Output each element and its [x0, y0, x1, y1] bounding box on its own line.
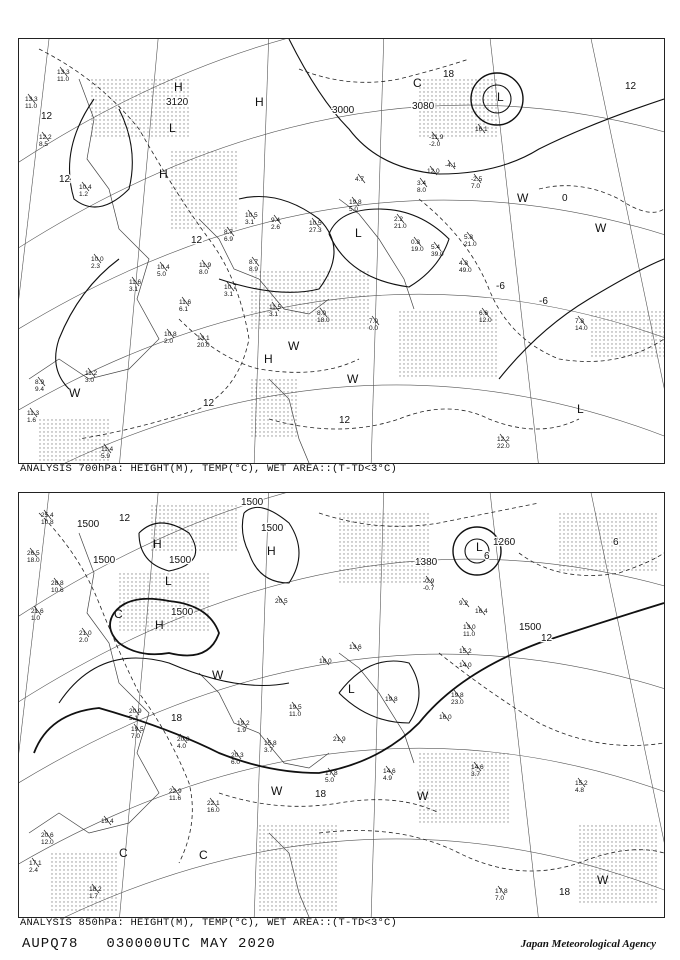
station-plot — [471, 174, 483, 190]
station-temperature: 20.6 — [41, 832, 54, 839]
station-dewpoint-depression: 3.0 — [85, 377, 95, 384]
station-dewpoint-depression: 18.0 — [317, 317, 330, 324]
station-plot — [429, 132, 444, 148]
station-plot — [224, 227, 234, 243]
station-dewpoint-depression: 6.0 — [231, 759, 241, 766]
station-dewpoint-depression: 3.7 — [471, 771, 481, 778]
pressure-symbol: H — [264, 352, 273, 366]
station-temperature: 19.8 — [349, 199, 362, 206]
station-plot — [27, 548, 40, 564]
station-plot — [417, 178, 427, 194]
station-temperature: 20.5 — [275, 598, 288, 605]
station-plot — [423, 576, 435, 592]
station-dewpoint-depression: 3.7 — [264, 747, 274, 754]
station-plot — [439, 712, 452, 721]
station-temperature: 16.0 — [439, 714, 452, 721]
station-temperature: 3.4 — [417, 180, 427, 187]
pressure-symbol: H — [267, 544, 276, 558]
station-plot — [275, 596, 288, 605]
station-temperature: 19.4 — [101, 818, 114, 825]
map-700hpa-canvas — [19, 39, 664, 463]
pressure-symbol: W — [288, 339, 300, 353]
station-temperature: -4.1 — [445, 162, 457, 169]
station-plot — [451, 690, 464, 706]
pressure-symbol: C — [119, 846, 128, 860]
station-temperature: 15.2 — [459, 648, 472, 655]
station-temperature: 20.8 — [177, 736, 190, 743]
station-temperature: 10.7 — [224, 284, 237, 291]
contour-label: 12 — [339, 415, 351, 426]
pressure-symbol: L — [476, 540, 483, 554]
station-plot — [27, 408, 40, 424]
contour-label: 1500 — [241, 497, 264, 508]
station-dewpoint-depression: 5.0 — [157, 271, 167, 278]
pressure-symbol: H — [153, 537, 162, 551]
station-temperature: 11.3 — [27, 410, 40, 417]
station-dewpoint-depression: 1.0 — [31, 615, 41, 622]
station-dewpoint-depression: -0.7 — [423, 585, 435, 592]
pressure-symbol: C — [199, 848, 208, 862]
station-plot — [41, 510, 54, 526]
station-plot — [179, 297, 192, 313]
station-temperature: 21.6 — [31, 608, 44, 615]
pressure-symbol: H — [155, 618, 164, 632]
map-panel-700hpa — [18, 38, 665, 464]
station-plot — [197, 333, 210, 349]
station-temperature: 9.2 — [459, 600, 469, 607]
station-plot — [79, 182, 92, 198]
contour-label: 12 — [625, 81, 637, 92]
station-temperature: 15.8 — [264, 740, 277, 747]
station-dewpoint-depression: 11.0 — [463, 631, 476, 638]
station-temperature: 10.5 — [245, 212, 258, 219]
station-dewpoint-depression: 1.7 — [89, 893, 99, 900]
pressure-symbol: L — [577, 402, 584, 416]
pressure-symbol: W — [69, 386, 81, 400]
station-temperature: 8.9 — [35, 379, 45, 386]
station-plot — [385, 694, 398, 703]
panel-caption-850hpa: ANALYSIS 850hPa: HEIGHT(M), TEMP(°C), WET AREA::(T-TD<3°C) — [20, 917, 398, 929]
contour-label: 6 — [484, 551, 490, 562]
contour-label: 1500 — [77, 519, 100, 530]
station-dewpoint-depression: 21.0 — [464, 241, 477, 248]
station-plot — [35, 377, 45, 393]
station-temperature: 13.3 — [25, 96, 38, 103]
station-dewpoint-depression: 1.9 — [237, 727, 247, 734]
station-plot — [101, 816, 114, 825]
station-temperature: 14.6 — [383, 768, 396, 775]
contour-label: 18 — [171, 713, 183, 724]
station-plot — [475, 606, 488, 615]
station-temperature: 22.9 — [169, 788, 182, 795]
pressure-symbol: W — [597, 873, 609, 887]
station-dewpoint-depression: 4.9 — [383, 775, 393, 782]
pressure-symbol: W — [271, 784, 283, 798]
station-plot — [91, 254, 104, 270]
station-dewpoint-depression: 7.0 — [131, 733, 141, 740]
station-dewpoint-depression: 20.0 — [197, 342, 210, 349]
pressure-symbol: L — [355, 226, 362, 240]
station-temperature: 11.9 — [199, 262, 212, 269]
contour-label: 18 — [559, 887, 571, 898]
contour-label: 12 — [203, 398, 215, 409]
station-dewpoint-depression: 23.0 — [451, 699, 464, 706]
station-dewpoint-depression: 8.9 — [249, 266, 259, 273]
station-temperature: 17.8 — [495, 888, 508, 895]
station-dewpoint-depression: 8.5 — [39, 141, 49, 148]
station-temperature: 13.1 — [197, 335, 210, 342]
station-dewpoint-depression: 5.0 — [325, 777, 335, 784]
station-temperature: 10.8 — [164, 331, 177, 338]
station-temperature: 10.5 — [309, 220, 322, 227]
station-dewpoint-depression: 19.0 — [411, 246, 424, 253]
station-temperature: 5.4 — [431, 244, 441, 251]
station-dewpoint-depression: 16.0 — [207, 807, 220, 814]
pressure-symbol: L — [348, 682, 355, 696]
station-dewpoint-depression: 11.0 — [289, 711, 302, 718]
station-plot — [463, 622, 476, 638]
contour-label: 1260 — [493, 537, 516, 548]
pressure-symbol: W — [212, 668, 224, 682]
station-plot — [309, 218, 322, 234]
station-temperature: 26.5 — [27, 550, 40, 557]
station-temperature: 16.4 — [475, 608, 488, 615]
pressure-symbol: W — [595, 221, 607, 235]
station-temperature: 11.2 — [85, 370, 98, 377]
contour-label: 1380 — [415, 557, 438, 568]
station-dewpoint-depression: 6.1 — [179, 306, 189, 313]
station-temperature: 11.4 — [101, 446, 114, 453]
station-plot — [459, 598, 469, 607]
station-temperature: 8.7 — [224, 229, 234, 236]
station-temperature: 19.8 — [451, 692, 464, 699]
station-plot — [394, 214, 407, 230]
contour-label: 12 — [541, 633, 553, 644]
station-temperature: 10.0 — [91, 256, 104, 263]
station-temperature: 7.0 — [369, 318, 379, 325]
wet-areas — [39, 79, 664, 463]
pressure-symbol: H — [159, 167, 168, 181]
station-temperature: 19.2 — [237, 720, 250, 727]
station-plot — [85, 368, 98, 384]
station-temperature: 28.8 — [51, 580, 64, 587]
station-plot — [271, 215, 281, 231]
station-temperature: 20.9 — [129, 708, 142, 715]
station-temperature: 17.1 — [29, 860, 42, 867]
pressure-symbol: L — [165, 574, 172, 588]
panel-caption-700hpa: ANALYSIS 700hPa: HEIGHT(M), TEMP(°C), WET AREA::(T-TD<3°C) — [20, 463, 398, 475]
station-dewpoint-depression: 8.0 — [417, 187, 427, 194]
station-temperature: 10.4 — [79, 184, 92, 191]
station-plot — [431, 242, 444, 258]
station-temperature: -0.9 — [423, 578, 435, 585]
station-plot — [131, 724, 144, 740]
pressure-symbol: W — [417, 789, 429, 803]
station-temperature: 13.6 — [349, 644, 362, 651]
pressure-symbol: C — [413, 76, 422, 90]
station-plot — [31, 606, 44, 622]
station-temperature: 18.2 — [89, 886, 102, 893]
station-temperature: -2.5 — [471, 176, 483, 183]
station-plot — [79, 628, 92, 644]
contour-label: 3120 — [166, 97, 189, 108]
station-dewpoint-depression: 4.0 — [177, 743, 187, 750]
station-temperature: 20.3 — [231, 752, 244, 759]
station-dewpoint-depression: 2.0 — [79, 637, 89, 644]
station-temperature: 14.6 — [471, 764, 484, 771]
station-plot — [459, 660, 472, 669]
pressure-symbol: W — [347, 372, 359, 386]
pressure-symbol: W — [517, 191, 529, 205]
station-dewpoint-depression: 39.0 — [431, 251, 444, 258]
station-dewpoint-depression: 6.9 — [224, 236, 234, 243]
station-plot — [411, 237, 424, 253]
station-dewpoint-depression: 1.6 — [27, 417, 37, 424]
station-temperature: 21.9 — [333, 736, 346, 743]
station-plot — [41, 830, 54, 846]
station-dewpoint-depression: 5.1 — [129, 715, 139, 722]
station-plot — [39, 132, 52, 148]
station-temperature: 22.1 — [207, 800, 220, 807]
station-dewpoint-depression: 3.1 — [224, 291, 234, 298]
contour-label: 3000 — [332, 105, 355, 116]
station-plot — [164, 329, 177, 345]
station-plot — [157, 262, 170, 278]
pressure-symbol: L — [497, 90, 504, 104]
station-plot — [264, 738, 277, 754]
station-temperature: 12.0 — [427, 168, 440, 175]
station-temperature: 19.5 — [131, 726, 144, 733]
station-temperature: 19.5 — [289, 704, 302, 711]
station-temperature: 4.7 — [355, 176, 365, 183]
station-dewpoint-depression: 12.0 — [479, 317, 492, 324]
station-dewpoint-depression: 18.0 — [27, 557, 40, 564]
station-dewpoint-depression: 11.0 — [25, 103, 38, 110]
contour-label: 12 — [59, 174, 71, 185]
station-temperature: 6.6 — [479, 310, 489, 317]
contour-label: 18 — [443, 69, 455, 80]
pressure-symbol: C — [114, 607, 123, 621]
station-temperature: 12.2 — [39, 134, 52, 141]
station-temperature: 13.0 — [463, 624, 476, 631]
station-plot — [224, 282, 237, 298]
station-temperature: 9.4 — [271, 217, 281, 224]
station-plot — [51, 578, 64, 594]
station-temperature: 18.0 — [319, 658, 332, 665]
contour-label: 6 — [613, 537, 619, 548]
station-plot — [464, 232, 477, 248]
station-plot — [497, 434, 510, 450]
station-dewpoint-depression: 14.0 — [575, 325, 588, 332]
station-dewpoint-depression: 2.6 — [271, 224, 281, 231]
station-temperature: 15.2 — [575, 780, 588, 787]
station-plot — [101, 444, 114, 460]
station-plot — [459, 258, 472, 274]
station-dewpoint-depression: 10.8 — [41, 519, 54, 526]
station-dewpoint-depression: 2.0 — [164, 338, 174, 345]
valid-time: 030000UTC MAY 2020 — [106, 936, 276, 952]
station-dewpoint-depression: 12.0 — [41, 839, 54, 846]
station-dewpoint-depression: 9.4 — [35, 386, 45, 393]
station-dewpoint-depression: 3.1 — [269, 311, 279, 318]
contour-label: 12 — [119, 513, 131, 524]
station-temperature: 17.8 — [325, 770, 338, 777]
station-plot — [237, 718, 250, 734]
station-dewpoint-depression: 10.6 — [51, 587, 64, 594]
station-temperature: 0.8 — [411, 239, 421, 246]
footer-product-line — [22, 936, 276, 952]
station-temperature: 16.1 — [475, 126, 488, 133]
product-code: AUPQ78 — [22, 936, 79, 952]
station-plot — [325, 768, 338, 784]
station-plot — [249, 257, 259, 273]
station-dewpoint-depression: 2.3 — [91, 263, 101, 270]
station-dewpoint-depression: 2.4 — [29, 867, 39, 874]
station-plot — [231, 750, 244, 766]
station-plot — [57, 67, 70, 83]
pressure-symbol: H — [255, 95, 264, 109]
station-plot — [495, 886, 508, 902]
station-plot — [475, 124, 488, 133]
station-plot — [383, 766, 396, 782]
contour-label: 1500 — [261, 523, 284, 534]
station-temperature: 2.2 — [394, 216, 404, 223]
map-panel-850hpa — [18, 492, 665, 918]
station-temperature: 7.8 — [575, 318, 585, 325]
station-dewpoint-depression: 0.0 — [369, 325, 379, 332]
station-dewpoint-depression: 27.3 — [309, 227, 322, 234]
station-temperature: 19.8 — [385, 696, 398, 703]
station-plot — [245, 210, 258, 226]
station-temperature: 8.0 — [317, 310, 327, 317]
station-temperature: 21.0 — [79, 630, 92, 637]
station-dewpoint-depression: 4.8 — [575, 787, 585, 794]
station-temperature: 11.6 — [129, 279, 142, 286]
station-dewpoint-depression: 21.0 — [394, 223, 407, 230]
station-temperature: 10.4 — [157, 264, 170, 271]
station-temperature: -11.9 — [429, 134, 444, 141]
pressure-symbol: H — [174, 80, 183, 94]
station-dewpoint-depression: 22.0 — [497, 443, 510, 450]
station-dewpoint-depression: 7.0 — [471, 183, 481, 190]
contour-label: -6 — [539, 296, 548, 307]
station-plot — [199, 260, 212, 276]
station-dewpoint-depression: 7.0 — [495, 895, 505, 902]
contour-label: 1500 — [169, 555, 192, 566]
contour-label: 12 — [41, 111, 53, 122]
contour-label: 0 — [562, 193, 568, 204]
station-temperature: 25.4 — [41, 512, 54, 519]
contour-label: 1500 — [171, 607, 194, 618]
station-plot — [349, 642, 362, 651]
agency-credit: Japan Meteorological Agency — [520, 938, 656, 950]
station-temperature: 11.6 — [179, 299, 192, 306]
station-dewpoint-depression: 1.2 — [79, 191, 89, 198]
station-dewpoint-depression: 3.1 — [245, 219, 255, 226]
station-temperature: 8.7 — [249, 259, 259, 266]
station-temperature: 11.5 — [269, 304, 282, 311]
station-plot — [369, 316, 379, 332]
contour-label: 3080 — [412, 101, 435, 112]
station-plot — [333, 734, 346, 743]
station-plot — [459, 646, 472, 655]
station-plot — [575, 316, 588, 332]
station-plot — [207, 798, 220, 814]
station-temperature: 4.8 — [459, 260, 469, 267]
station-plot — [29, 858, 42, 874]
station-dewpoint-depression: 5.9 — [101, 453, 111, 460]
station-dewpoint-depression: 11.0 — [57, 76, 70, 83]
station-plot — [319, 656, 332, 665]
station-temperature: 14.0 — [459, 662, 472, 669]
station-plot — [445, 160, 457, 169]
pressure-symbol: L — [169, 121, 176, 135]
station-dewpoint-depression: 3.1 — [129, 286, 139, 293]
map-850hpa-canvas — [19, 493, 664, 917]
contour-label: 1500 — [519, 622, 542, 633]
contour-label: 12 — [191, 235, 203, 246]
station-temperature: 5.8 — [464, 234, 474, 241]
contour-label: -6 — [496, 281, 505, 292]
station-plot — [169, 786, 182, 802]
station-dewpoint-depression: -2.0 — [429, 141, 441, 148]
station-dewpoint-depression: 8.0 — [199, 269, 209, 276]
station-plot — [25, 94, 38, 110]
station-plot — [177, 734, 190, 750]
station-plot — [575, 778, 588, 794]
station-plot — [289, 702, 302, 718]
station-temperature: 13.3 — [57, 69, 70, 76]
station-dewpoint-depression: 49.0 — [459, 267, 472, 274]
station-dewpoint-depression: 11.6 — [169, 795, 182, 802]
station-temperature: 12.2 — [497, 436, 510, 443]
contour-label: 18 — [315, 789, 327, 800]
contour-label: 1500 — [93, 555, 116, 566]
station-plot — [355, 174, 365, 183]
station-plot — [427, 166, 440, 175]
station-dewpoint-depression: 5.0 — [349, 206, 359, 213]
